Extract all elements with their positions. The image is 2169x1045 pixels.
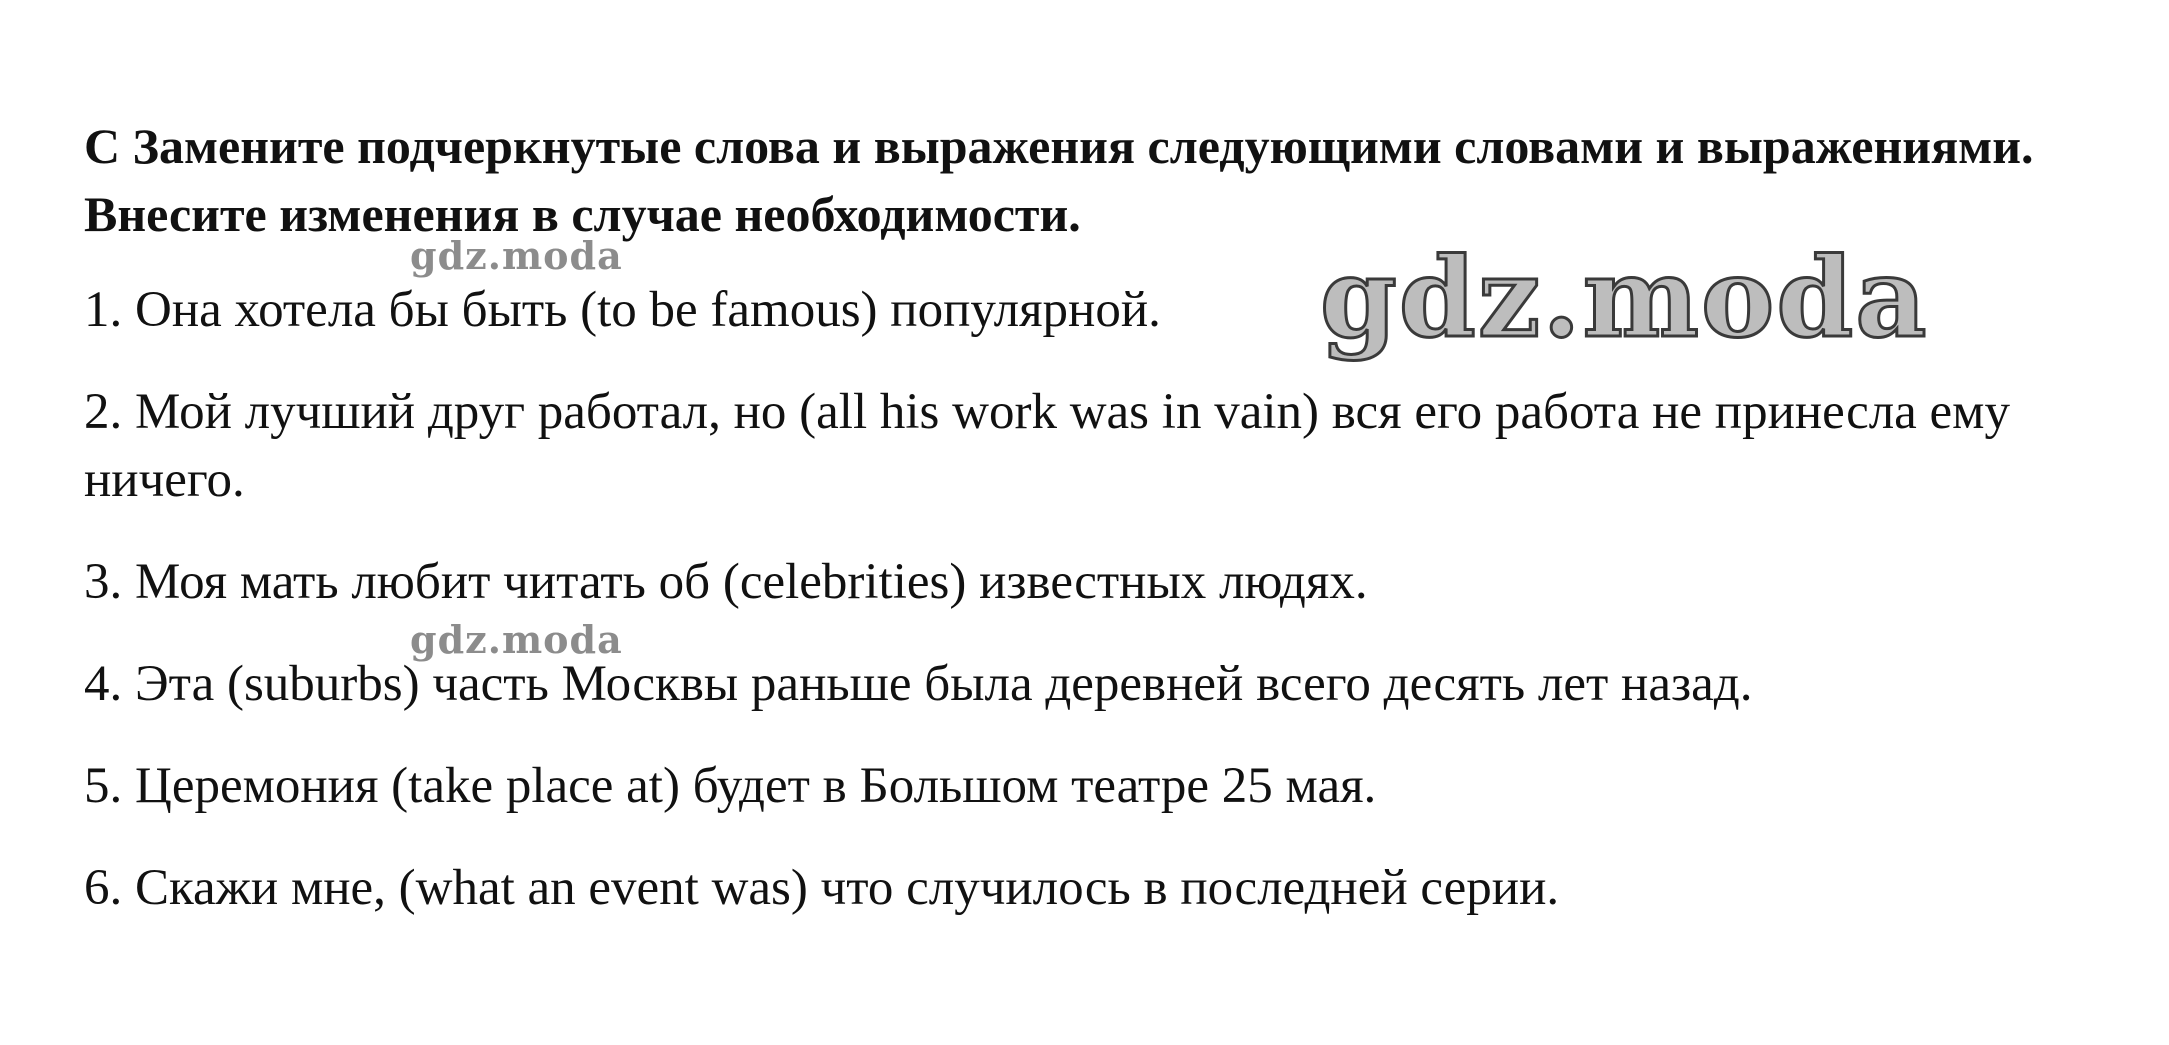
exercise-item-3: 3. Моя мать любит читать об (celebrities) известных людях. <box>84 554 1368 610</box>
exercise-item-6: 6. Скажи мне, (what an event was) что случилось в последней серии. <box>84 860 1560 916</box>
exercise-item-4: 4. Эта (suburbs) часть Москвы раньше была деревней всего десять лет назад. <box>84 656 1753 712</box>
watermark-small-mid: gdz.moda <box>410 617 623 662</box>
watermark-small-top: gdz.moda <box>410 233 623 278</box>
exercise-item-5: 5. Церемония (take place at) будет в Большом театре 25 мая. <box>84 758 1377 814</box>
task-heading: С Замените подчеркнутые слова и выражения следующими словами и выражениями. Внесите изменения в случае необходимости. <box>84 118 2034 242</box>
exercise-list <box>84 276 2074 956</box>
exercise-item-1: 1. Она хотела бы быть (to be famous) популярной. <box>84 282 1161 338</box>
exercise-item-2: 2. Мой лучший друг работал, но (all his work was in vain) вся его работа не принесла ему ничего. <box>84 384 2010 508</box>
watermark-large: gdz.moda <box>1320 233 1929 362</box>
